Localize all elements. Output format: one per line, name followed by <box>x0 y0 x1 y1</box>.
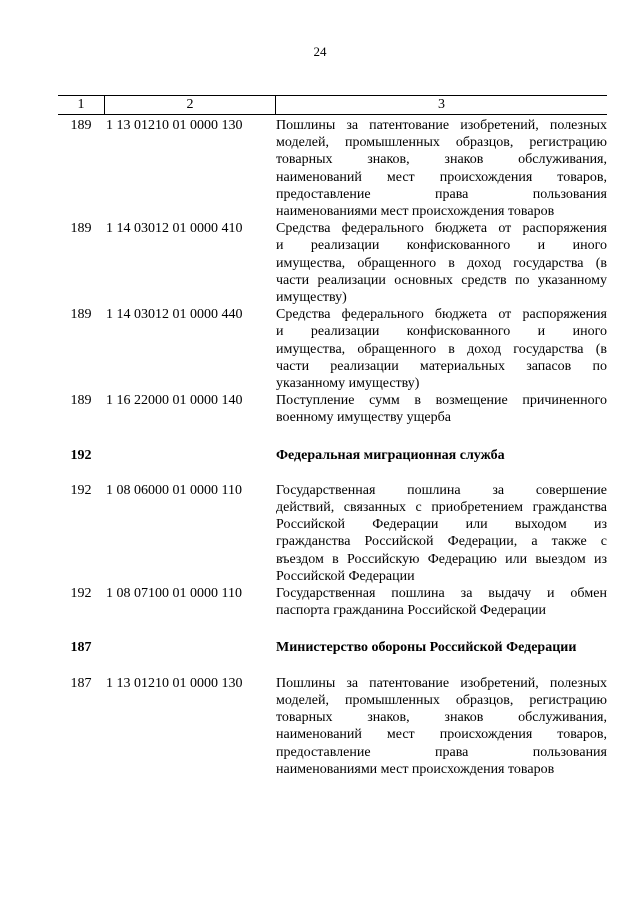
table-body <box>58 117 607 778</box>
description-line: Пошлины за патентование изобретений, полезных <box>276 675 607 691</box>
column-header-1: 1 <box>77 97 85 112</box>
description-line: части реализации материальных запасов по <box>276 358 607 374</box>
description-line: паспорта гражданина Российской Федерации <box>276 603 546 619</box>
description-line: имущества, обращенного в доход государства (в <box>276 255 607 271</box>
description-line: части реализации основных средств по указанному <box>276 272 607 288</box>
table-row <box>58 585 607 619</box>
description-line: Государственная пошлина за выдачу и обмен <box>276 586 607 602</box>
budget-code-cell: 1 16 22000 01 0000 140 <box>106 393 243 409</box>
budget-code-cell: 1 14 03012 01 0000 410 <box>106 221 243 237</box>
description-line: и реализации конфискованного и иного <box>276 238 607 254</box>
description-cell <box>276 117 607 220</box>
description-line: Российской Федерации <box>276 568 415 584</box>
page-number: 24 <box>313 44 327 59</box>
description-line: гражданства Российской Федерации, а также с <box>276 534 607 550</box>
description-line: предоставление права пользования <box>276 186 607 202</box>
code-admin-cell: 192 <box>70 482 92 498</box>
description-line: Средства федерального бюджета от распоряжения <box>276 221 607 237</box>
table-row <box>58 306 607 392</box>
description-line: товарных знаков, знаков обслуживания, <box>276 710 607 726</box>
budget-code-cell: 1 13 01210 01 0000 130 <box>106 118 243 133</box>
code-admin-cell: 187 <box>70 640 92 656</box>
code-admin-cell: 187 <box>70 675 92 691</box>
description-line: Федеральная миграционная служба <box>276 447 505 463</box>
description-line: товарных знаков, знаков обслуживания, <box>276 152 607 168</box>
description-line: имущества, обращенного в доход государства (в <box>276 341 607 357</box>
description-line: наименованиями мест происхождения товаров <box>276 204 555 220</box>
description-line: Средства федерального бюджета от распоряжения <box>276 307 607 323</box>
section-row <box>58 639 607 656</box>
code-admin-cell: 192 <box>70 586 92 602</box>
table-row <box>58 117 607 220</box>
description-line: наименованиями мест происхождения товаров <box>276 761 555 777</box>
description-cell <box>276 306 607 392</box>
description-line: въездом в Российскую Федерацию или выездом из <box>276 551 607 567</box>
description-line: моделей, промышленных образцов, регистрацию <box>276 135 607 151</box>
description-line: наименований мест происхождения товаров, <box>276 169 607 185</box>
description-cell <box>276 392 607 426</box>
description-line: Поступление сумм в возмещение причиненного <box>276 393 607 409</box>
table-row <box>58 675 607 778</box>
table-header <box>58 95 607 115</box>
budget-code-cell: 1 08 07100 01 0000 110 <box>106 586 242 602</box>
section-title <box>276 639 607 656</box>
code-admin-cell: 189 <box>70 393 92 409</box>
description-line: Российской Федерации или выходом из <box>276 517 607 533</box>
code-admin-cell: 192 <box>70 447 92 463</box>
description-line: предоставление права пользования <box>276 744 607 760</box>
description-line: наименований мест происхождения товаров, <box>276 727 607 743</box>
description-line: Пошлины за патентование изобретений, полезных <box>276 118 607 133</box>
table-row <box>58 392 607 426</box>
description-line: указанному имуществу) <box>276 376 420 392</box>
column-header-2: 2 <box>186 97 194 112</box>
description-line: и реализации конфискованного и иного <box>276 324 607 340</box>
table-row <box>58 220 607 306</box>
description-cell <box>276 482 607 585</box>
description-cell <box>276 675 607 778</box>
description-line: военному имуществу ущерба <box>276 410 451 426</box>
table-row <box>58 482 607 585</box>
code-admin-cell: 189 <box>70 118 92 133</box>
description-cell <box>276 220 607 306</box>
description-cell <box>276 585 607 619</box>
description-line: имуществу) <box>276 290 347 306</box>
description-line: Государственная пошлина за совершение <box>276 482 607 498</box>
code-admin-cell: 189 <box>70 221 92 237</box>
budget-code-cell: 1 13 01210 01 0000 130 <box>106 675 243 691</box>
budget-code-cell: 1 08 06000 01 0000 110 <box>106 482 242 498</box>
description-line: моделей, промышленных образцов, регистрацию <box>276 692 607 708</box>
code-admin-cell: 189 <box>70 307 92 323</box>
section-row <box>58 447 607 464</box>
column-header-3: 3 <box>438 97 445 112</box>
budget-code-cell: 1 14 03012 01 0000 440 <box>106 307 243 323</box>
section-title <box>276 447 607 464</box>
description-line: Министерство обороны Российской Федерации <box>276 640 577 656</box>
description-line: действий, связанных с приобретением гражданства <box>276 500 607 516</box>
